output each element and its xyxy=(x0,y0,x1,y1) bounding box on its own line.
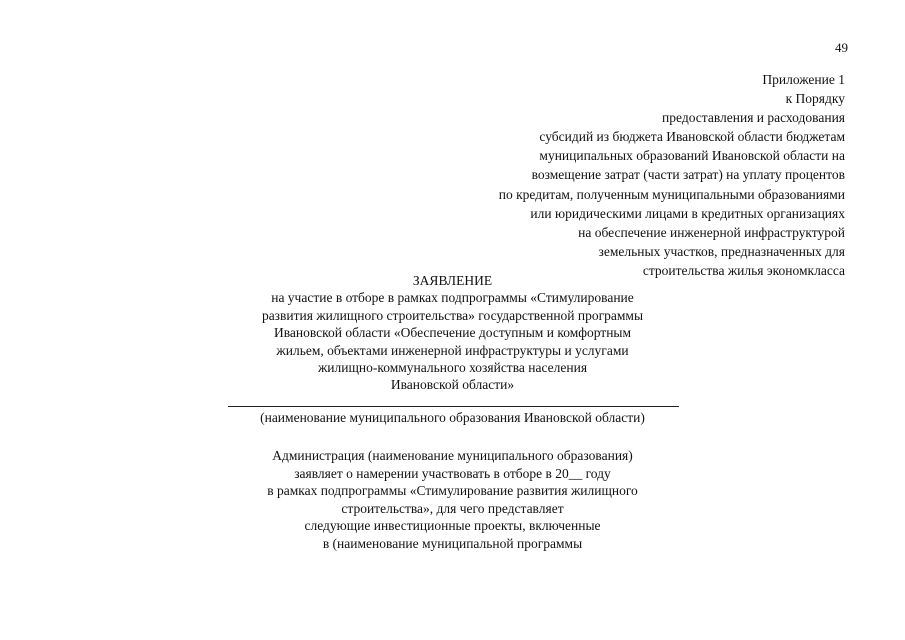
page-number: 49 xyxy=(835,40,848,55)
statement-subtitle-line: развития жилищного строительства» государственной программы xyxy=(261,307,644,323)
body-line: в (наименование муниципальной программы xyxy=(322,535,583,551)
statement-title-block xyxy=(0,272,905,394)
body-line: строительства», для чего представляет xyxy=(341,500,564,516)
fill-in-line xyxy=(228,406,679,407)
statement-body xyxy=(0,447,905,553)
statement-heading: ЗАЯВЛЕНИЕ xyxy=(412,273,493,288)
appendix-line: земельных участков, предназначенных для xyxy=(598,243,845,259)
appendix-line: возмещение затрат (части затрат) на уплату процентов xyxy=(531,167,845,183)
appendix-line: субсидий из бюджета Ивановской области бюджетам xyxy=(539,129,845,145)
appendix-reference xyxy=(499,70,845,280)
statement-subtitle-line: жильем, объектами инженерной инфраструктуры и услугами xyxy=(276,342,629,358)
appendix-line: Приложение 1 xyxy=(762,72,845,87)
body-line: заявляет о намерении участвовать в отборе в 20__ году xyxy=(294,465,611,481)
appendix-line: к Порядку xyxy=(785,91,845,107)
appendix-line: предоставления и расходования xyxy=(662,110,845,126)
appendix-line: или юридическими лицами в кредитных организациях xyxy=(530,205,845,221)
appendix-line: строительства жилья экономкласса xyxy=(642,262,845,278)
statement-subtitle-line: на участие в отборе в рамках подпрограммы «Стимулирование xyxy=(271,290,634,306)
statement-subtitle-line: Ивановской области «Обеспечение доступным и комфортным xyxy=(273,325,632,341)
statement-subtitle-line: Ивановской области» xyxy=(390,377,515,393)
body-line: в рамках подпрограммы «Стимулирование развития жилищного xyxy=(267,483,638,499)
statement-subtitle-line: жилищно-коммунального хозяйства населения xyxy=(317,360,588,376)
body-line: Администрация (наименование муниципального образования) xyxy=(272,448,633,463)
appendix-line: по кредитам, полученным муниципальными образованиями xyxy=(498,186,845,202)
body-line: следующие инвестиционные проекты, включенные xyxy=(304,518,601,534)
appendix-line: муниципальных образований Ивановской области на xyxy=(539,148,845,164)
appendix-line: на обеспечение инженерной инфраструктурой xyxy=(578,224,845,240)
field-caption: (наименование муниципального образования Ивановской области) xyxy=(260,410,645,425)
